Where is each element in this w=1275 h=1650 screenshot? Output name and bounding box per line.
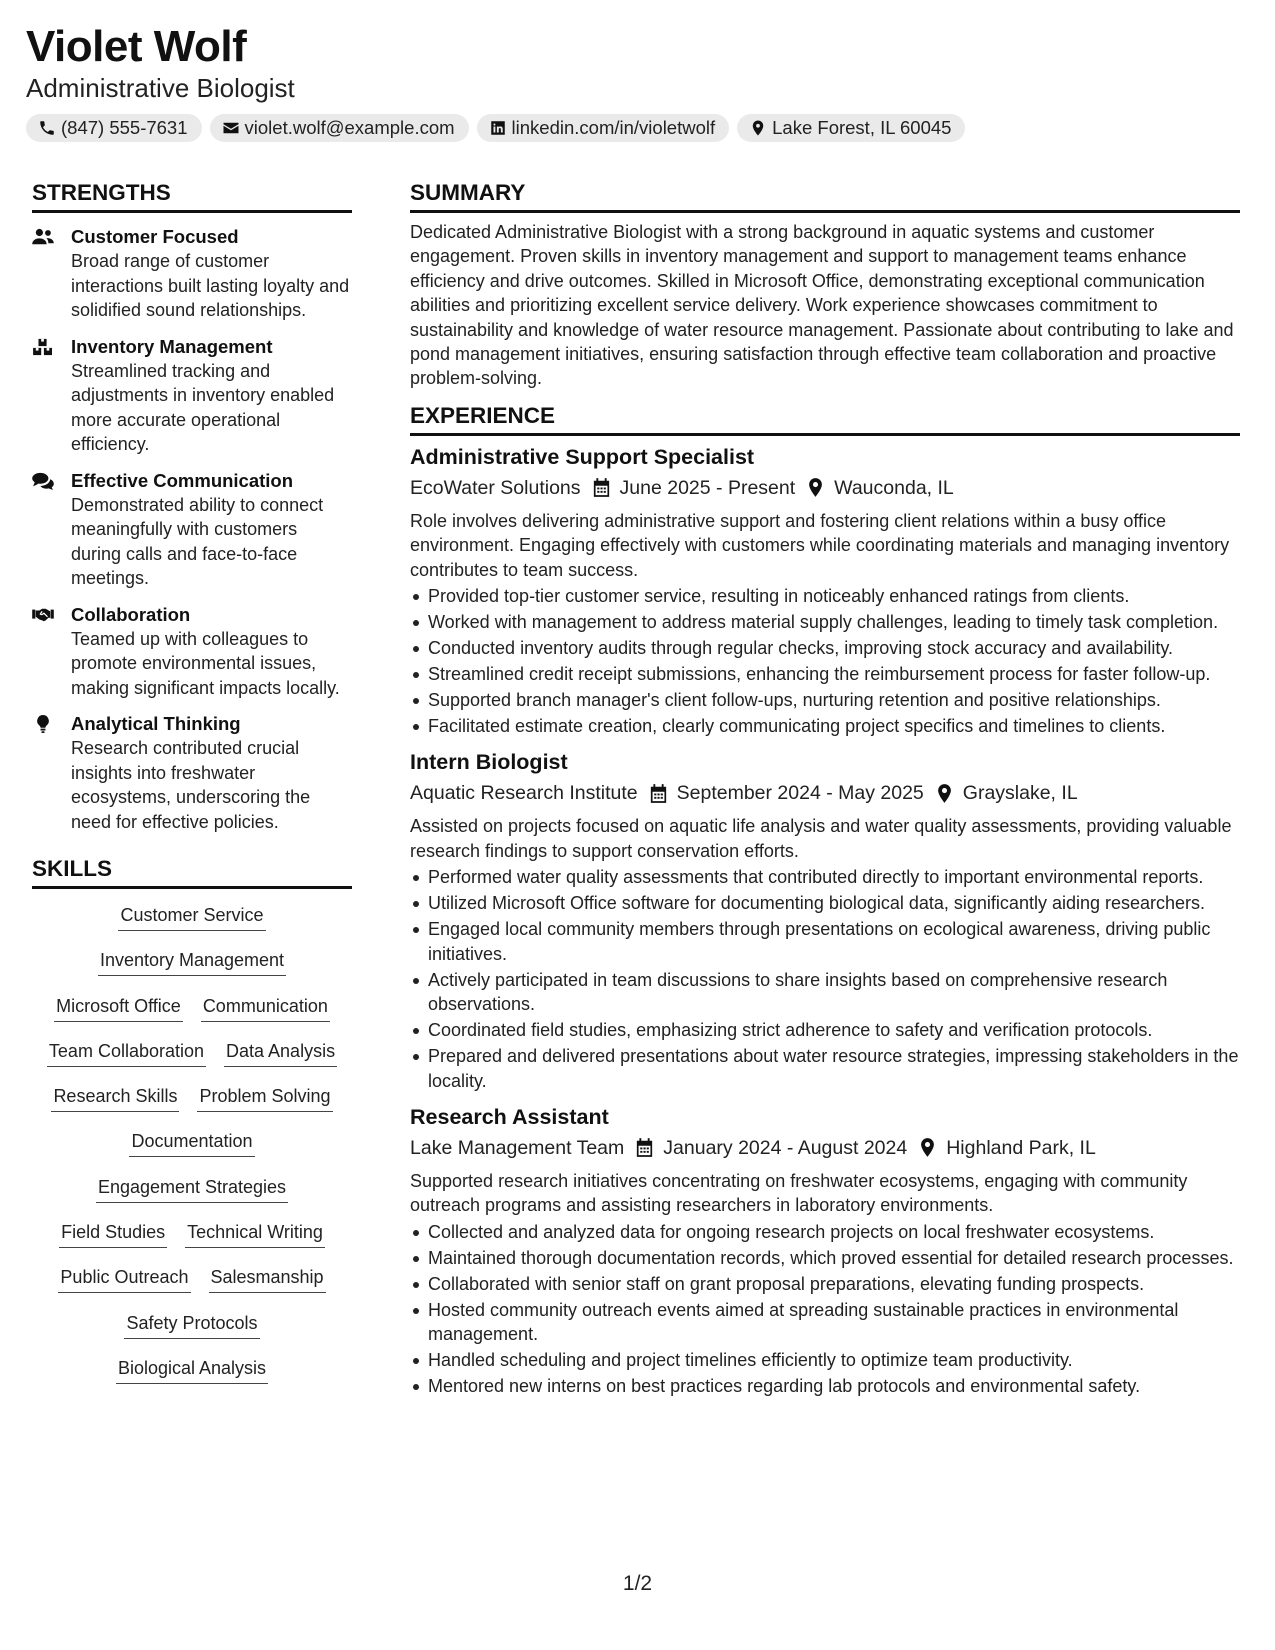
job-bullet: Supported branch manager's client follow-ups, nurturing retention and positive relationships. xyxy=(410,688,1240,712)
job-title: Administrative Support Specialist xyxy=(410,444,755,469)
job-bullet: Engaged local community members through presentations on ecological awareness, driving public initiatives. xyxy=(410,917,1240,966)
skill-row xyxy=(118,903,265,948)
job-bullet: Streamlined credit receipt submissions, enhancing the reimbursement process for faster follow-up. xyxy=(410,662,1240,686)
job-bullet: Actively participated in team discussions to share insights based on comprehensive research observations. xyxy=(410,968,1240,1017)
resume-header xyxy=(26,22,1246,142)
contact-email[interactable] xyxy=(210,114,469,142)
job-description: Role involves delivering administrative support and fostering client relations within a busy office environment. Engaging effectively with customers while coordinating materials and managing inventory contributes to team success. xyxy=(410,510,1230,580)
skill-tag: Data Analysis xyxy=(224,1039,337,1067)
job-bullet: Prepared and delivered presentations about water resource strategies, impressing stakeholders in the locality. xyxy=(410,1044,1240,1093)
strength-desc: Broad range of customer interactions built lasting loyalty and solidified sound relationships. xyxy=(71,251,350,320)
job-location: Highland Park, IL xyxy=(946,1136,1096,1159)
contact-bar xyxy=(26,114,1246,142)
skill-tag: Public Outreach xyxy=(58,1265,190,1293)
job-description: Assisted on projects focused on aquatic life analysis and water quality assessments, providing valuable research findings to support conservation efforts. xyxy=(410,816,1232,861)
skill-tag: Research Skills xyxy=(51,1084,179,1112)
strength-item xyxy=(32,335,352,457)
map-marker-icon xyxy=(807,478,824,497)
skill-tag: Problem Solving xyxy=(197,1084,332,1112)
skill-tag: Technical Writing xyxy=(185,1220,325,1248)
skill-row xyxy=(98,948,286,993)
strengths-heading: STRENGTHS xyxy=(32,178,352,213)
strength-title: Analytical Thinking xyxy=(71,713,241,734)
job-description: Supported research initiatives concentrating on freshwater ecosystems, engaging with community outreach programs and assisting researchers in laboratory environments. xyxy=(410,1170,1188,1216)
calendar-icon xyxy=(636,1138,653,1157)
strength-item xyxy=(32,712,352,834)
job-company: EcoWater Solutions xyxy=(410,476,581,499)
contact-location[interactable] xyxy=(737,114,965,142)
job-bullet: Utilized Microsoft Office software for documenting biological data, significantly aiding researchers. xyxy=(410,891,1240,915)
job-bullet: Maintained thorough documentation records, which proved essential for detailed research processes. xyxy=(410,1246,1240,1270)
skill-tag: Salesmanship xyxy=(209,1265,326,1293)
phone-icon xyxy=(38,119,56,137)
job-company: Aquatic Research Institute xyxy=(410,782,638,805)
skill-row xyxy=(129,1129,254,1174)
map-marker-icon xyxy=(749,119,767,137)
comments-icon xyxy=(32,472,54,490)
skill-tag: Safety Protocols xyxy=(124,1311,259,1339)
job-bullet: Coordinated field studies, emphasizing strict adherence to safety and verification protocols. xyxy=(410,1018,1240,1042)
skill-tag: Biological Analysis xyxy=(116,1356,268,1384)
job-bullet: Facilitated estimate creation, clearly communicating project specifics and timelines to clients. xyxy=(410,714,1240,738)
contact-email-text: violet.wolf@example.com xyxy=(244,117,455,138)
summary-heading: SUMMARY xyxy=(410,178,1240,213)
contact-linkedin[interactable] xyxy=(477,114,730,142)
job-bullet: Mentored new interns on best practices regarding lab protocols and environmental safety. xyxy=(410,1374,1240,1398)
strength-desc: Teamed up with colleagues to promote environmental issues, making significant impacts locally. xyxy=(71,628,340,698)
skill-tag: Inventory Management xyxy=(98,948,286,976)
skill-row xyxy=(59,1220,325,1265)
strength-desc: Research contributed crucial insights into freshwater ecosystems, underscoring the need for effective policies. xyxy=(71,738,311,832)
strength-desc: Streamlined tracking and adjustments in inventory enabled more accurate operational efficiency. xyxy=(71,360,335,454)
contact-linkedin-text: linkedin.com/in/violetwolf xyxy=(511,117,716,138)
job-bullets xyxy=(410,584,1240,738)
strength-title: Effective Communication xyxy=(71,469,294,491)
map-marker-icon xyxy=(919,1138,936,1157)
job-bullet: Hosted community outreach events aimed at spreading sustainable practices in environmental management. xyxy=(410,1298,1240,1347)
strength-item xyxy=(32,603,352,701)
skill-row xyxy=(116,1356,268,1401)
skill-tag: Communication xyxy=(201,994,330,1022)
experience-list xyxy=(410,442,1240,1399)
contact-phone-text: (847) 555-7631 xyxy=(61,117,188,138)
job-bullet: Collected and analyzed data for ongoing research projects on local freshwater ecosystems. xyxy=(410,1220,1240,1244)
job-dates: January 2024 - August 2024 xyxy=(663,1136,908,1159)
job-bullets xyxy=(410,865,1240,1093)
calendar-icon xyxy=(650,784,667,803)
candidate-title: Administrative Biologist xyxy=(26,73,295,103)
skill-tag: Team Collaboration xyxy=(47,1039,206,1067)
lightbulb-icon xyxy=(32,715,54,733)
skill-tag: Engagement Strategies xyxy=(96,1175,288,1203)
job-location: Grayslake, IL xyxy=(962,782,1078,805)
job-bullet: Conducted inventory audits through regular checks, improving stock accuracy and availability. xyxy=(410,636,1240,660)
job-dates: June 2025 - Present xyxy=(619,476,796,499)
skill-row xyxy=(96,1175,288,1220)
job-entry xyxy=(410,442,1240,739)
skill-row xyxy=(54,994,330,1039)
job-bullet: Collaborated with senior staff on grant proposal preparations, elevating funding prospects. xyxy=(410,1272,1240,1296)
job-location: Wauconda, IL xyxy=(834,476,954,499)
skill-row xyxy=(124,1311,259,1356)
left-column xyxy=(32,178,352,1401)
strength-item xyxy=(32,225,352,323)
skill-row xyxy=(47,1039,337,1084)
skill-row xyxy=(51,1084,332,1129)
job-bullet: Provided top-tier customer service, resulting in noticeably enhanced ratings from clients. xyxy=(410,584,1240,608)
skills-heading: SKILLS xyxy=(32,854,352,889)
page-number: 1/2 xyxy=(622,1572,653,1595)
job-dates: September 2024 - May 2025 xyxy=(676,782,924,805)
job-meta xyxy=(410,1133,1240,1163)
strength-desc: Demonstrated ability to connect meaningfully with customers during calls and face-to-face meetings. xyxy=(71,494,324,588)
job-entry xyxy=(410,747,1240,1092)
contact-phone[interactable] xyxy=(26,114,202,142)
strength-title: Collaboration xyxy=(71,603,191,625)
job-bullet: Performed water quality assessments that contributed directly to important environmental reports. xyxy=(410,865,1240,889)
job-company: Lake Management Team xyxy=(410,1136,625,1159)
envelope-icon xyxy=(222,119,240,137)
job-title: Research Assistant xyxy=(410,1104,609,1129)
map-marker-icon xyxy=(936,784,953,803)
skill-tag: Microsoft Office xyxy=(54,994,183,1022)
candidate-name: Violet Wolf xyxy=(26,22,247,71)
job-meta xyxy=(410,473,1240,503)
summary-text: Dedicated Administrative Biologist with a strong background in aquatic systems and customer engagement. Proven skills in inventory management and support to management teams enhance efficiency and drive outcomes. Skilled in Microsoft Office, demonstrating exceptional communication abilities and prioritizing excellent service delivery. Work experience showcases commitment to sustainability and knowledge of water resource management. Passionate about contributing to lake and pond management initiatives, ensuring satisfaction through effective team collaboration and proactive problem-solving. xyxy=(410,222,1234,389)
skill-tag: Field Studies xyxy=(59,1220,167,1248)
skill-tag: Customer Service xyxy=(118,903,265,931)
experience-heading: EXPERIENCE xyxy=(410,401,1240,436)
job-meta xyxy=(410,778,1240,808)
job-title: Intern Biologist xyxy=(410,750,568,775)
calendar-icon xyxy=(593,478,610,497)
strength-item xyxy=(32,469,352,591)
skills-list xyxy=(32,903,352,1401)
right-column xyxy=(410,178,1240,1400)
boxes-icon xyxy=(32,338,54,356)
contact-location-text: Lake Forest, IL 60045 xyxy=(772,117,952,138)
skill-row xyxy=(58,1265,325,1310)
job-bullets xyxy=(410,1220,1240,1399)
users-icon xyxy=(32,228,54,246)
linkedin-icon xyxy=(489,119,507,137)
strength-title: Customer Focused xyxy=(71,226,239,247)
handshake-icon xyxy=(32,606,54,624)
strength-title: Inventory Management xyxy=(71,335,273,357)
job-entry xyxy=(410,1102,1240,1399)
skill-tag: Documentation xyxy=(129,1129,254,1157)
job-bullet: Handled scheduling and project timelines efficiently to optimize team productivity. xyxy=(410,1348,1240,1372)
job-bullet: Worked with management to address material supply challenges, leading to timely task completion. xyxy=(410,610,1240,634)
